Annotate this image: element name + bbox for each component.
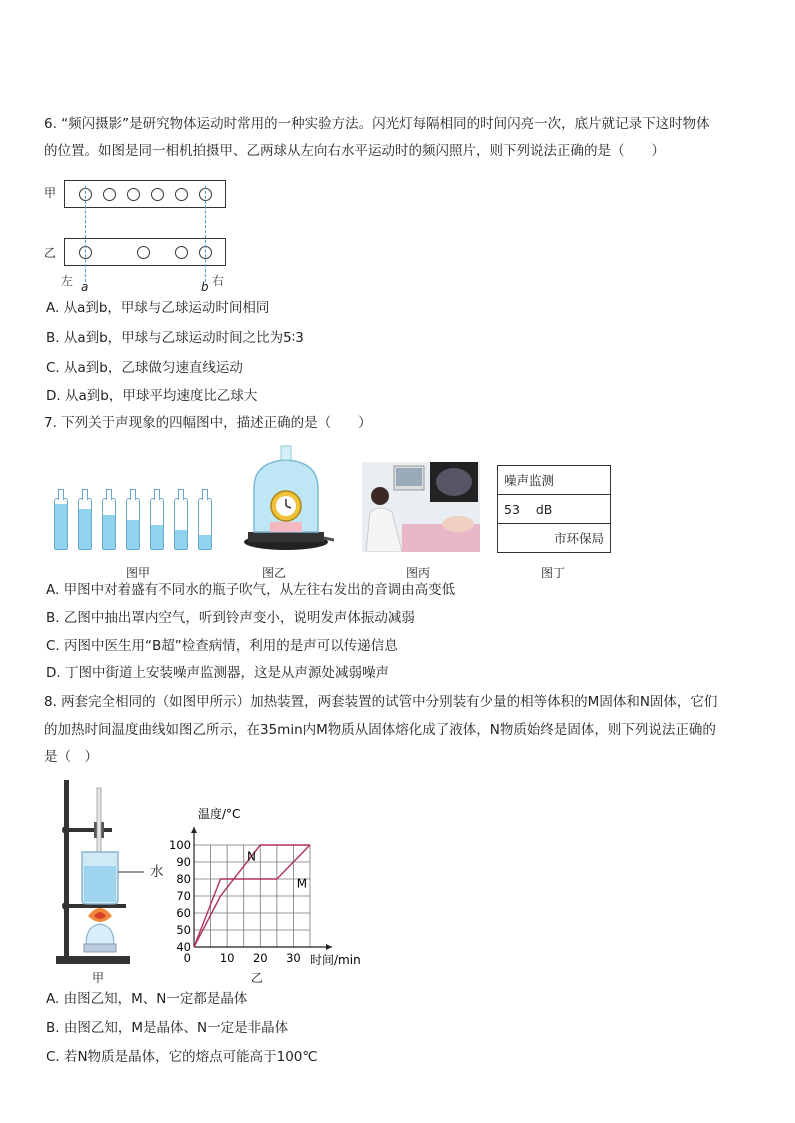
x-tick-label: 30	[286, 951, 301, 965]
yi-ball	[175, 246, 188, 259]
yi-ball	[137, 246, 150, 259]
noise-value: 53	[504, 501, 520, 517]
q7-option-a: A. 甲图中对着盛有不同水的瓶子吹气，从左往右发出的音调由高变低	[46, 582, 456, 598]
q6-stem-line1: 6. “频闪摄影”是研究物体运动时常用的一种实验方法。闪光灯每隔相同的时间闪亮一次，底片就记录下这时物体	[44, 116, 710, 132]
jia-photo-strip	[64, 180, 226, 208]
label-a: a	[81, 280, 89, 294]
caption-jia: 图甲	[126, 566, 151, 580]
apparatus-caption: 甲	[92, 971, 105, 985]
label-yi: 乙	[44, 246, 57, 260]
jia-ball	[175, 188, 188, 201]
heating-apparatus	[48, 774, 188, 966]
bottle	[54, 498, 68, 550]
x-tick-label: 0	[183, 951, 191, 965]
q6-option-a: A. 从a到b，甲球与乙球运动时间相同	[46, 300, 270, 316]
noise-monitor-agency: 市环保局	[498, 524, 611, 553]
caption-bing: 图丙	[406, 566, 431, 580]
bell-jar-figure	[244, 440, 336, 554]
noise-monitor-reading	[498, 495, 611, 524]
dashed-line-a	[85, 186, 86, 282]
bottle	[126, 498, 140, 550]
label-b: b	[201, 280, 209, 294]
noise-monitor-title: 噪声监测	[498, 466, 611, 495]
bottle	[102, 498, 116, 550]
q6-option-d: D. 从a到b，甲球平均速度比乙球大	[46, 388, 258, 404]
yi-photo-strip	[64, 238, 226, 266]
q7-option-b: B. 乙图中抽出罩内空气，听到铃声变小，说明发声体振动减弱	[46, 610, 415, 626]
water-label: 水	[150, 864, 164, 880]
q8-option-a: A. 由图乙知，M、N一定都是晶体	[46, 991, 248, 1007]
x-tick-label: 20	[252, 951, 268, 965]
x-axis-label: 时间/min	[310, 953, 361, 967]
x-axis-arrow	[326, 944, 332, 950]
temperature-time-chart	[168, 800, 368, 972]
q8-stem-line1: 8. 两套完全相同的（如图甲所示）加热装置，两套装置的试管中分别装有少量的相等体积的M固体和N固体，它们	[44, 694, 718, 710]
noise-monitor	[497, 465, 611, 553]
q6-stem-line2: 的位置。如图是同一相机拍摄甲、乙两球从左向右水平运动时的频闪照片，则下列说法正确的是（ ）	[44, 143, 665, 159]
q8-option-b: B. 由图乙知，M是晶体、N一定是非晶体	[46, 1020, 289, 1036]
bottle	[198, 498, 212, 550]
bottles-figure	[52, 484, 232, 550]
y-tick-label: 40	[176, 940, 191, 954]
label-jia: 甲	[44, 186, 57, 200]
y-tick-label: 50	[176, 923, 191, 937]
q8-stem-line2: 的加热时间温度曲线如图乙所示，在35min内M物质从固体熔化成了液体，N物质始终是固体，则下列说法正确的	[44, 722, 716, 738]
x-tick-label: 10	[219, 951, 235, 965]
q7-option-d: D. 丁图中街道上安装噪声监测器，这是从声源处减弱噪声	[46, 665, 389, 681]
label-right: 右	[212, 274, 225, 288]
caption-ding: 图丁	[541, 566, 566, 580]
ultrasound-figure	[362, 462, 480, 552]
chart-caption: 乙	[251, 971, 264, 985]
q8-stem-line3: 是（ ）	[44, 749, 98, 765]
chart-ticks	[169, 838, 301, 965]
bottle	[78, 498, 92, 550]
q6-option-b: B. 从a到b，甲球与乙球运动时间之比为5∶3	[46, 330, 304, 346]
jia-ball	[151, 188, 164, 201]
q8-option-c: C. 若N物质是晶体，它的熔点可能高于100℃	[46, 1049, 318, 1065]
y-axis-arrow	[191, 827, 197, 833]
label-left: 左	[61, 274, 74, 288]
bottle	[174, 498, 188, 550]
q6-option-c: C. 从a到b，乙球做匀速直线运动	[46, 360, 243, 376]
jia-ball	[127, 188, 140, 201]
q7-stem: 7. 下列关于声现象的四幅图中，描述正确的是（ ）	[44, 415, 372, 431]
y-tick-label: 60	[176, 906, 191, 920]
jia-ball	[103, 188, 116, 201]
y-tick-label: 90	[176, 855, 191, 869]
q7-option-c: C. 丙图中医生用“B超”检查病情，利用的是声可以传递信息	[46, 638, 398, 654]
bottle	[150, 498, 164, 550]
series-label-m: M	[296, 876, 308, 891]
y-tick-label: 100	[169, 838, 191, 852]
caption-yi: 图乙	[262, 566, 287, 580]
dashed-line-b	[205, 186, 206, 282]
y-axis-label: 温度/°C	[198, 807, 241, 821]
noise-unit: dB	[535, 501, 553, 517]
y-tick-label: 70	[176, 889, 191, 903]
y-tick-label: 80	[176, 872, 191, 886]
series-label-n: N	[247, 849, 257, 864]
